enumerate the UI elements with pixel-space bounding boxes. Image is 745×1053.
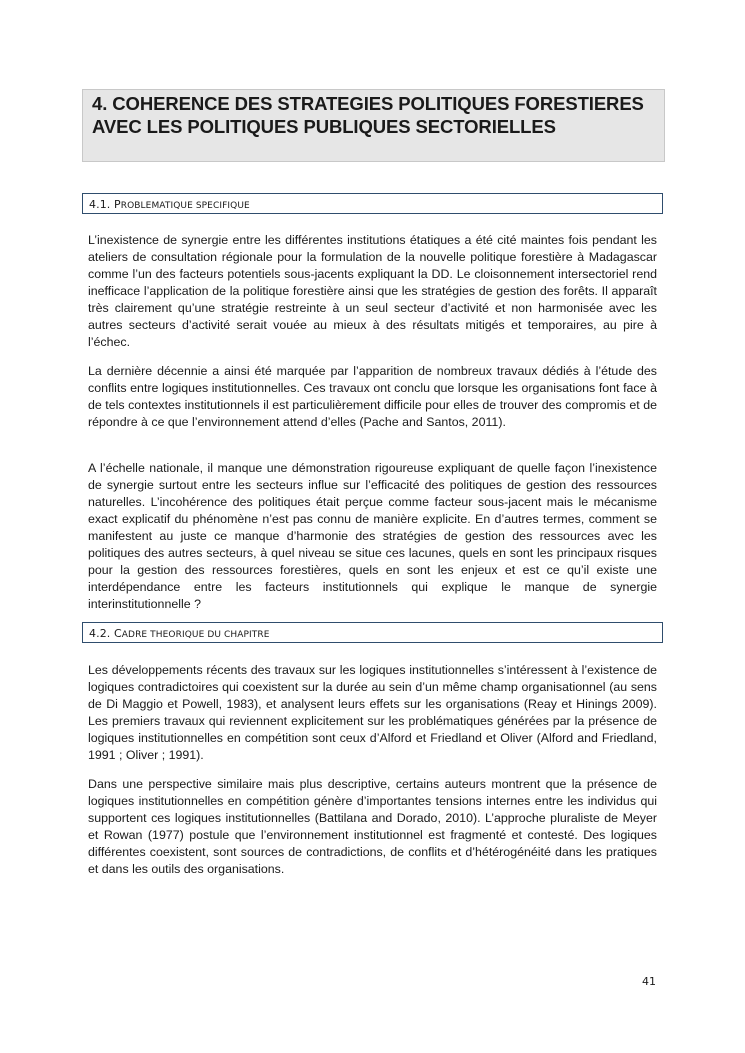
paragraph: L’inexistence de synergie entre les différentes institutions étatiques a été cité maintes fois pendant les ateliers de consultation régionale pour la formulation de la nouvelle politique forestière à Madagascar comme l’un des facteurs potentiels sous-jacents expliquant la DD. Le cloisonnement intersectoriel rend inefficace l’application de la politique forestière ainsi que les stratégies de gestion des forêts. Il apparaît très clairement qu’une stratégie restreinte à un seul secteur d’activité et non harmonisée avec les autres secteurs d’activité serait vouée au mieux à des résultats mitigés et temporaires, au pire à l’échec. <box>88 233 657 349</box>
section-title-initial: P <box>114 198 121 211</box>
page-number: 41 <box>642 975 656 988</box>
paragraph: Dans une perspective similaire mais plus descriptive, certains auteurs montrent que la présence de logiques institutionnelles en compétition génère d’importantes tensions internes entre les individus qui supportent ces logiques institutionnelles (Battilana and Dorado, 2010). L’approche pluraliste de Meyer et Rowan (1977) postule que l’environnement institutionnel est fragmenté et contesté. Des logiques différentes coexistent, sont sources de contradictions, de conflits et d’hétérogénéité dans les pratiques et dans les outils des organisations. <box>88 777 657 876</box>
section-number: 4.1. <box>89 198 111 211</box>
section-title-rest: ADRE THEORIQUE DU CHAPITRE <box>121 630 270 640</box>
section-title-initial: C <box>114 627 122 640</box>
chapter-title: 4. COHERENCE DES STRATEGIES POLITIQUES FORESTIERES AVEC LES POLITIQUES PUBLIQUES SECTORIELLES <box>82 89 665 162</box>
section-heading-4-2 <box>82 622 663 643</box>
paragraph: La dernière décennie a ainsi été marquée par l’apparition de nombreux travaux dédiés à l’étude des conflits entre logiques institutionnelles. Ces travaux ont conclu que lorsque les organisations font face à de tels contextes institutionnels il est particulièrement difficile pour elles de trouver des compromis et de répondre à ce que l’environnement attend d’elles (Pache and Santos, 2011). <box>88 364 657 429</box>
section-number: 4.2. <box>89 627 111 640</box>
paragraph: Les développements récents des travaux sur les logiques institutionnelles s’intéressent à l’existence de logiques contradictoires qui coexistent sur la durée au sein d’un même champ organisationnel (au sens de Di Maggio et Powell, 1983), et analysent leurs effets sur les organisations (Reay et Hinings 2009). Les premiers travaux qui reviennent explicitement sur les problématiques générées par la présence de logiques institutionnelles en compétition sont ceux d’Alford et Friedland et Oliver (Alford and Friedland, 1991 ; Oliver ; 1991). <box>88 663 657 762</box>
section-heading-4-1 <box>82 193 663 214</box>
paragraph: A l’échelle nationale, il manque une démonstration rigoureuse expliquant de quelle façon l’inexistence de synergie surtout entre les secteurs influe sur l’efficacité des politiques de gestion des ressources naturelles. L’incohérence des politiques était perçue comme facteur sous-jacent mais le mécanisme exact explicatif du phénomène n’est pas connu de manière explicite. En d’autres termes, comment se manifestent au juste ce manque d’harmonie des stratégies de gestion des ressources avec les politiques des autres secteurs, à quel niveau se situe ces lacunes, quels en sont les principaux risques pour la gestion des ressources forestières, quels en sont les enjeux et est ce qu’il existe une interdépendance entre les facteurs institutionnels qui explique le manque de synergie interinstitutionnelle ? <box>88 461 657 611</box>
section-title-rest: ROBLEMATIQUE SPECIFIQUE <box>120 201 250 211</box>
